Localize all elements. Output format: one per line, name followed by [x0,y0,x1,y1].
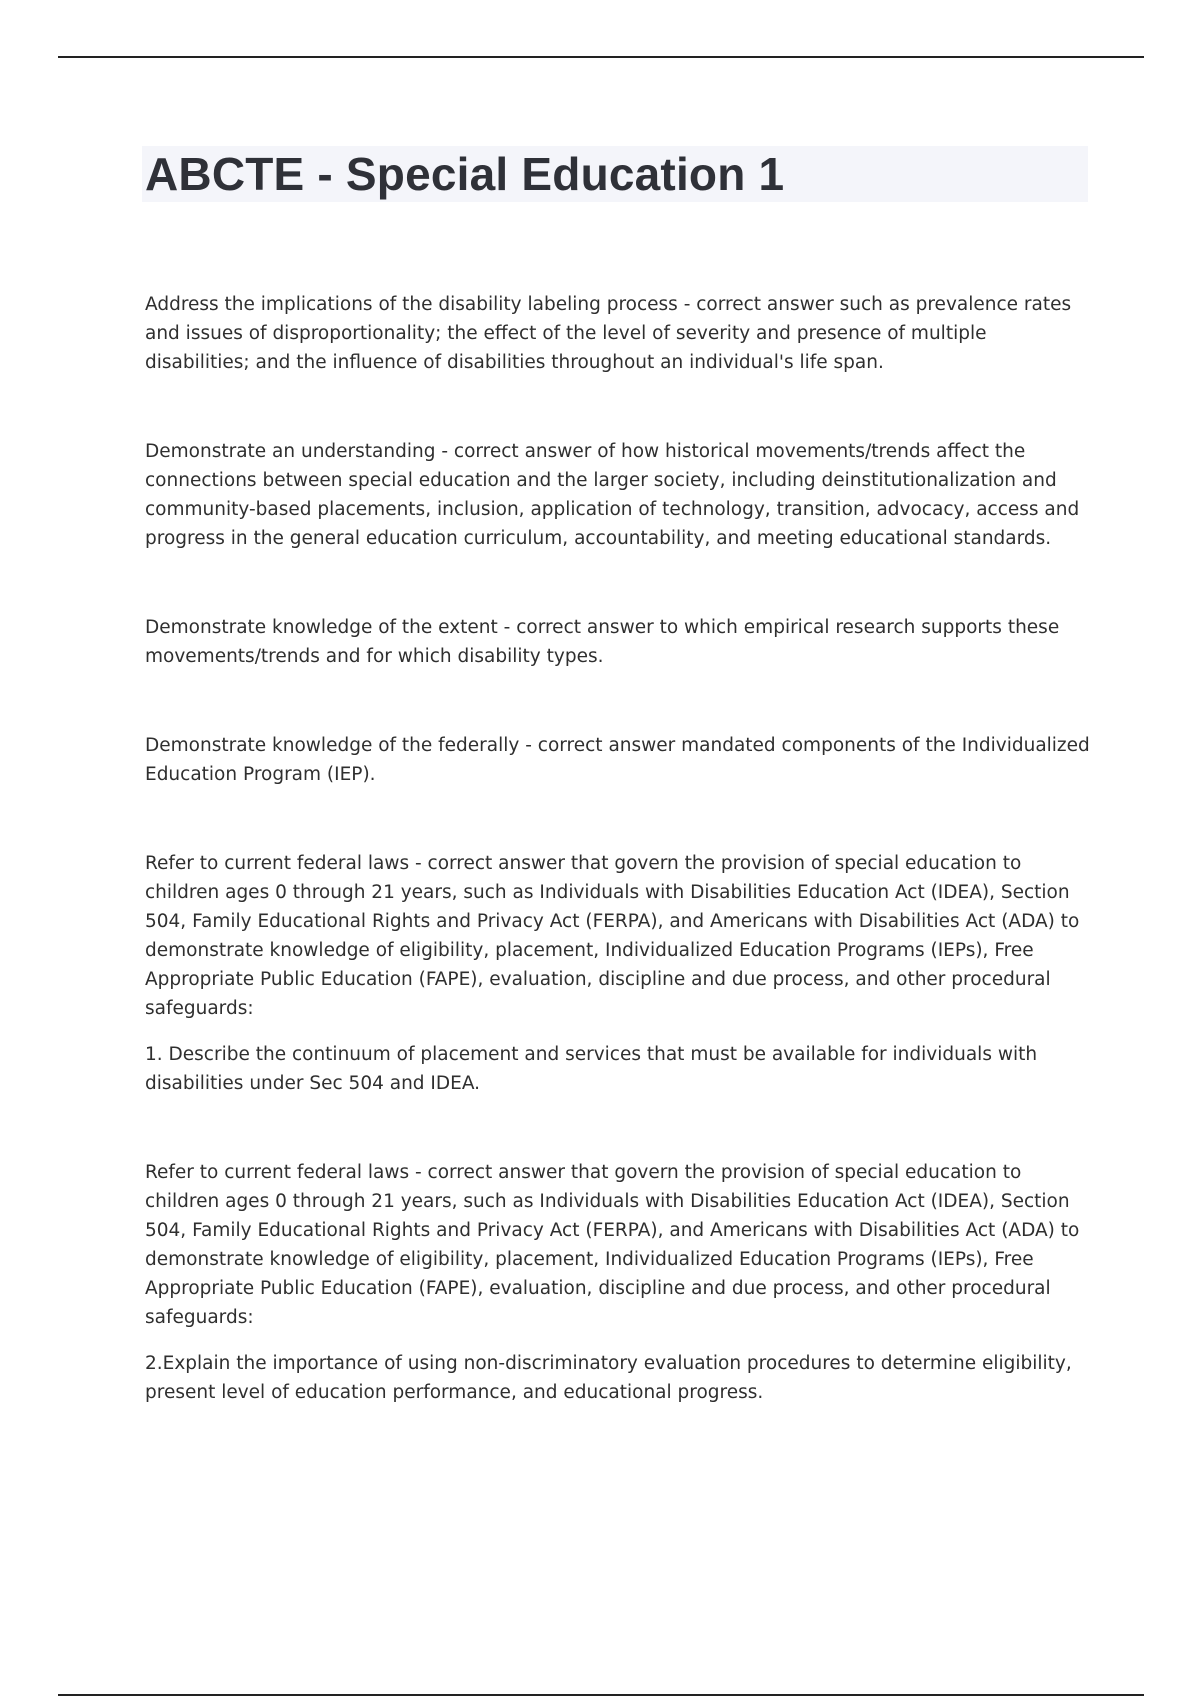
qa-item [145,731,1090,789]
qa-text: Refer to current federal laws - correct answer that govern the provision of special education to children ages 0 through 21 years, such as Individuals with Disabilities Education Act (IDEA), Section 504, Family Educational Rights and Privacy Act (FERPA), and Americans with Disabilities Act (ADA) to demonstrate knowledge of eligibility, placement, Individualized Education Programs (IEPs), Free Appropriate Public Education (FAPE), evaluation, discipline and due process, and other procedural safeguards: [145,1162,1080,1328]
bottom-rule [58,1694,1144,1696]
page-title: ABCTE - Special Education 1 [145,148,785,200]
qa-text: Address the implications of the disability labeling process - correct answer such as prevalence rates and issues of disproportionality; the effect of the level of severity and presence of multiple disabilities; and the influence of disabilities throughout an individual's life span. [145,294,1072,373]
qa-item [145,613,1090,671]
qa-text: Demonstrate an understanding - correct answer of how historical movements/trends affect the connections between special education and the larger society, including deinstitutionalization and community-based placements, inclusion, application of technology, transition, advocacy, access and progress in the general education curriculum, accountability, and meeting educational standards. [145,441,1080,549]
qa-text: Refer to current federal laws - correct answer that govern the provision of special education to children ages 0 through 21 years, such as Individuals with Disabilities Education Act (IDEA), Section 504, Family Educational Rights and Privacy Act (FERPA), and Americans with Disabilities Act (ADA) to demonstrate knowledge of eligibility, placement, Individualized Education Programs (IEPs), Free Appropriate Public Education (FAPE), evaluation, discipline and due process, and other procedural safeguards: [145,853,1080,1019]
qa-text: Demonstrate knowledge of the extent - correct answer to which empirical research supports these movements/trends and for which disability types. [145,617,1060,667]
qa-item [145,849,1090,1098]
qa-text: Demonstrate knowledge of the federally - correct answer mandated components of the Individualized Education Program (IEP). [145,735,1090,785]
qa-item [145,437,1090,553]
qa-subitem: 2.Explain the importance of using non-discriminatory evaluation procedures to determine eligibility, present level of education performance, and educational progress. [145,1353,1072,1403]
top-rule [58,56,1144,58]
qa-list [145,290,1090,1407]
qa-item [145,290,1090,377]
qa-subitem: 1. Describe the continuum of placement and services that must be available for individuals with disabilities under Sec 504 and IDEA. [145,1044,1038,1094]
qa-item [145,1158,1090,1407]
